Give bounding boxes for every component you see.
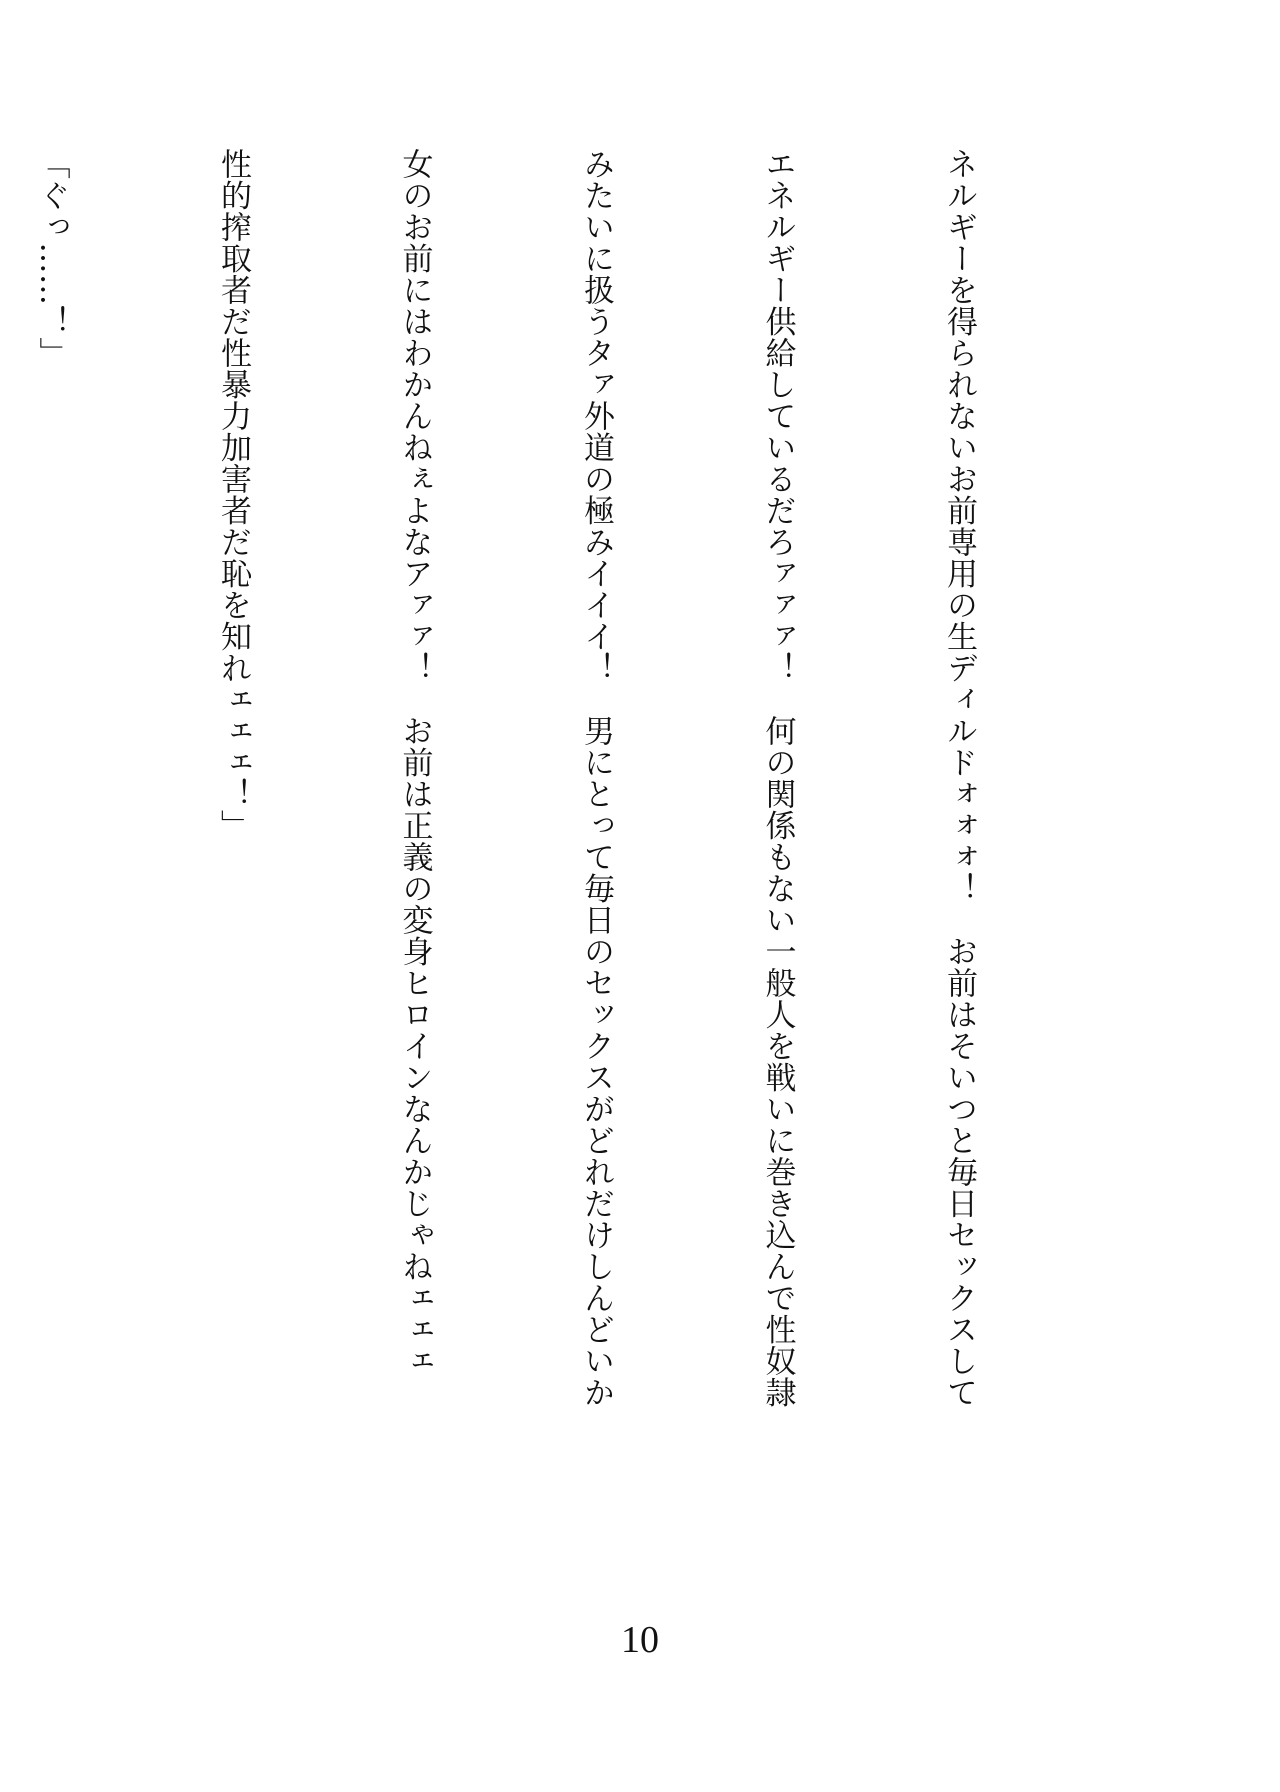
text-line: 性的搾取者だ性暴力加害者だ恥を知れェェェ！」 bbox=[215, 148, 251, 841]
text-line: 女のお前にはわかんねぇよなアァァ！ お前は正義の変身ヒロインなんかじゃねェェェ bbox=[396, 148, 433, 1377]
text-line: ネルギーを得られないお前専用の生ディルドォォォ！ お前はそいつと毎日セックスして bbox=[941, 148, 977, 1408]
text-line: みたいに扱うタァ外道の極みイイイ！ 男にとって毎日のセックスがどれだけしんどいか bbox=[578, 148, 614, 1408]
text-line: 「ぐっ……！」 bbox=[33, 148, 70, 369]
vertical-text-body bbox=[33, 148, 1110, 1588]
text-line: エネルギー供給しているだろァァァ！ 何の関係もない一般人を戦いに巻き込んで性奴隷 bbox=[759, 148, 796, 1408]
page-number: 10 bbox=[621, 1619, 659, 1661]
